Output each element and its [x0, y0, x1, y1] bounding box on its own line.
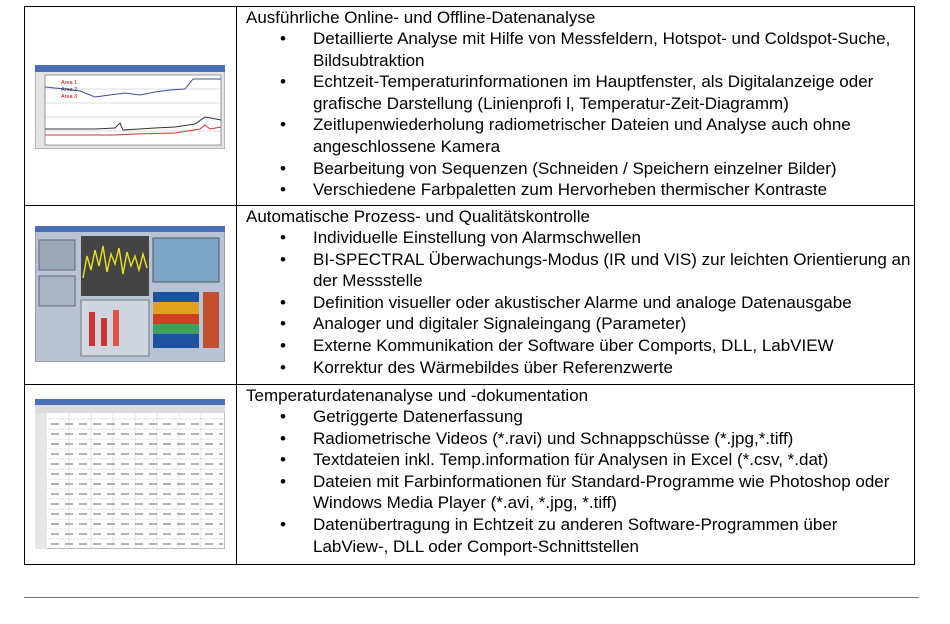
list-item: • Echtzeit-Temperaturinformationen im Hauptfenster, als Digitalanzeige oder grafische Darstellung (Linienprofi l, Temperatur-Zeit-Diagramm) — [246, 71, 914, 114]
table-row — [25, 7, 915, 206]
process-control-thumbnail — [35, 226, 225, 362]
table-row — [25, 206, 915, 385]
list-item: • Individuelle Einstellung von Alarmschwellen — [246, 227, 914, 249]
list-item: • BI-SPECTRAL Überwachungs-Modus (IR und VIS) zur leichten Orientierung an der Messstelle — [246, 249, 914, 292]
section-title: Ausführliche Online- und Offline-Datenanalyse — [246, 8, 596, 27]
list-item: • Bearbeitung von Sequenzen (Schneiden / Speichern einzelner Bilder) — [246, 158, 914, 180]
list-item: • Detaillierte Analyse mit Hilfe von Messfeldern, Hotspot- und Coldspot-Suche, Bildsubtraktion — [246, 28, 914, 71]
feature-table — [24, 6, 915, 565]
list-item: • Dateien mit Farbinformationen für Standard-Programme wie Photoshop oder Windows Media Player (*.avi, *.jpg, *.tiff) — [246, 471, 914, 514]
list-item: • Datenübertragung in Echtzeit zu anderen Software-Programmen über LabView-, DLL oder Comport-Schnittstellen — [246, 514, 914, 557]
thumbnail-cell — [25, 206, 237, 385]
list-item: • Definition visueller oder akustischer Alarme und analoge Datenausgabe — [246, 292, 914, 314]
description-cell — [237, 206, 915, 385]
legend-area-1: Area 1 — [61, 80, 78, 86]
list-item: • Radiometrische Videos (*.ravi) und Schnappschüsse (*.jpg,*.tiff) — [246, 428, 914, 450]
list-item: • Korrektur des Wärmebildes über Referenzwerte — [246, 357, 914, 379]
list-item: • Analoger und digitaler Signaleingang (Parameter) — [246, 313, 914, 335]
thumbnail-cell — [25, 385, 237, 565]
list-item: • Verschiedene Farbpaletten zum Hervorheben thermischer Kontraste — [246, 179, 914, 201]
description-cell — [237, 385, 915, 565]
list-item: • Externe Kommunikation der Software über Comports, DLL, LabVIEW — [246, 335, 914, 357]
list-item: • Zeitlupenwiederholung radiometrischer Dateien und Analyse auch ohne angeschlossene Kamera — [246, 114, 914, 157]
feature-list — [246, 28, 914, 201]
legend-area-2: Area 2 — [61, 87, 78, 93]
section-title: Temperaturdatenanalyse und -dokumentation — [246, 386, 589, 405]
bottom-rule — [24, 597, 919, 598]
description-cell — [237, 7, 915, 206]
feature-list — [246, 227, 914, 378]
thumbnail-cell — [25, 7, 237, 206]
list-item: • Getriggerte Datenerfassung — [246, 406, 914, 428]
table-row — [25, 385, 915, 565]
feature-list — [246, 406, 914, 557]
list-item: • Textdateien inkl. Temp.information für Analysen in Excel (*.csv, *.dat) — [246, 449, 914, 471]
analysis-chart-thumbnail — [35, 65, 225, 149]
section-title: Automatische Prozess- und Qualitätskontrolle — [246, 207, 590, 226]
legend-area-3: Area 3 — [61, 94, 78, 100]
spreadsheet-thumbnail — [35, 399, 225, 549]
